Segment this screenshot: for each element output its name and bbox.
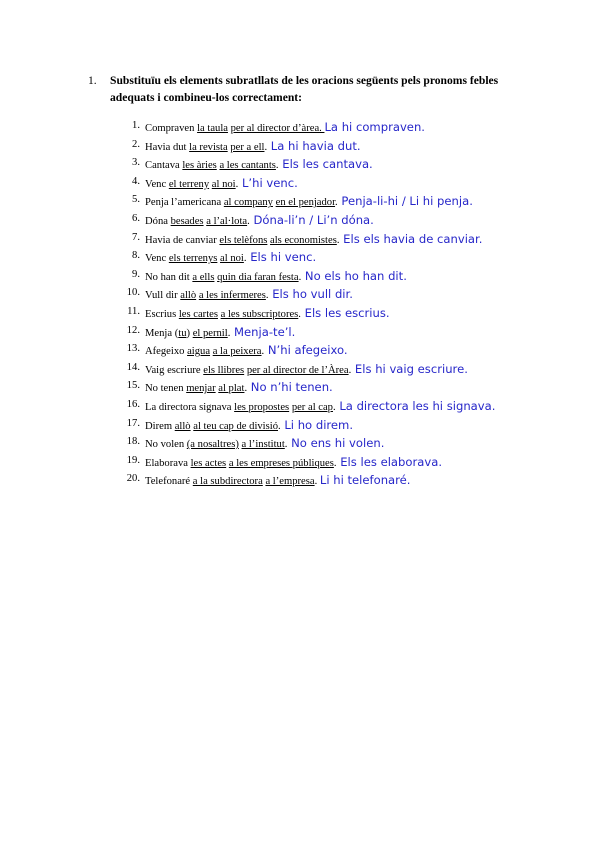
- item-number: 16.: [126, 398, 140, 410]
- underlined-element: la revista: [189, 141, 228, 153]
- underlined-element: allò: [180, 290, 197, 302]
- sentence-text: Penja l’americana: [145, 197, 224, 209]
- underlined-element: les àries: [182, 160, 217, 172]
- underlined-element: als economistes: [270, 234, 337, 246]
- sentence-body: [145, 362, 468, 376]
- item-number: 3.: [132, 157, 140, 169]
- item-number: 6.: [132, 212, 140, 224]
- sentence-item: [118, 120, 588, 139]
- sentence-text: Afegeixo: [145, 346, 188, 358]
- exercise-number: 1.: [88, 74, 97, 87]
- sentence-item: [118, 325, 588, 344]
- answer-text: Els les elaborava.: [336, 454, 443, 469]
- sentence-text: .: [243, 253, 247, 265]
- underlined-element: a ells: [192, 271, 215, 283]
- sentence-item: [118, 213, 588, 232]
- sentence-item: [118, 287, 588, 306]
- sentence-body: [145, 176, 298, 190]
- underlined-element: els llibres: [203, 364, 245, 376]
- sentence-text: .: [275, 160, 279, 172]
- answer-text: Els hi venc.: [246, 250, 317, 265]
- underlined-element: besades: [170, 215, 204, 227]
- answer-text: Els les cantava.: [278, 157, 373, 172]
- sentence-text: Venc: [145, 178, 169, 190]
- sentence-item: [118, 380, 588, 399]
- underlined-element: per al director d’àrea.: [230, 123, 325, 134]
- answer-text: Els ho vull dir.: [268, 287, 353, 302]
- sentence-body: [145, 380, 333, 394]
- sentence-text: Vull dir: [145, 290, 181, 302]
- sentence-text: .: [333, 457, 337, 469]
- sentence-text: Compraven: [145, 123, 198, 134]
- sentence-item: [118, 306, 588, 325]
- sentence-item: [118, 176, 588, 195]
- sentence-body: [145, 436, 384, 450]
- underlined-element: al teu cap de divisió: [193, 420, 278, 432]
- sentence-item: [118, 418, 588, 437]
- item-number: 5.: [132, 194, 140, 206]
- sentence-text: No volen: [145, 439, 187, 451]
- sentence-body: [145, 139, 361, 153]
- sentence-text: .: [244, 383, 248, 395]
- sentence-text: .: [348, 364, 352, 376]
- underlined-element: les propostes: [234, 401, 290, 413]
- item-number: 14.: [126, 361, 140, 373]
- item-number: 9.: [132, 268, 140, 280]
- sentence-item: [118, 139, 588, 158]
- sentence-text: .: [261, 346, 265, 358]
- answer-text: No ens hi volen.: [287, 436, 385, 451]
- sentence-text: .: [247, 215, 250, 227]
- answer-text: Dóna-li’n / Li’n dóna.: [249, 212, 374, 227]
- sentence-text: Direm: [145, 420, 175, 432]
- sentence-text: .: [265, 290, 269, 302]
- answer-text: La hi havia dut.: [267, 138, 361, 153]
- item-number: 13.: [126, 343, 140, 355]
- sentence-text: .: [298, 308, 301, 320]
- sentence-item: [118, 455, 588, 474]
- sentence-item: [118, 436, 588, 455]
- sentence-item: [118, 232, 588, 251]
- sentence-item: [118, 473, 588, 492]
- underlined-element: a les infermeres: [198, 290, 266, 302]
- sentence-text: .: [278, 420, 281, 432]
- sentence-text: Havia de canviar: [145, 234, 220, 246]
- sentence-text: .: [227, 327, 231, 339]
- sentence-list: [118, 120, 588, 492]
- sentence-body: [145, 325, 295, 339]
- underlined-element: al noi: [220, 253, 244, 265]
- answer-text: No n’hi tenen.: [247, 380, 333, 395]
- sentence-body: [145, 418, 353, 432]
- underlined-element: a les empreses públiques: [228, 457, 334, 469]
- sentence-text: Venc: [145, 253, 169, 265]
- sentence-text: ): [186, 327, 193, 339]
- answer-text: Penja-li-hi / Li hi penja.: [337, 194, 473, 209]
- underlined-element: el pernil: [192, 327, 228, 339]
- underlined-element: els telèfons: [219, 234, 268, 246]
- item-number: 11.: [127, 305, 140, 317]
- sentence-text: No tenen: [145, 383, 187, 395]
- sentence-body: [145, 343, 348, 357]
- sentence-item: [118, 194, 588, 213]
- answer-text: La hi compraven.: [324, 120, 425, 134]
- item-number: 10.: [126, 287, 140, 299]
- answer-text: Li ho direm.: [280, 417, 354, 432]
- sentence-text: Menja (: [145, 327, 179, 339]
- answer-text: La directora les hi signava.: [335, 398, 496, 413]
- sentence-body: [145, 399, 495, 413]
- underlined-element: al noi: [211, 178, 236, 190]
- sentence-text: Cantava: [145, 160, 183, 172]
- sentence-text: Telefonaré: [145, 476, 193, 488]
- sentence-text: Escrius: [145, 308, 179, 320]
- underlined-element: a les cantants: [219, 160, 276, 172]
- sentence-item: [118, 157, 588, 176]
- underlined-element: menjar: [186, 383, 216, 395]
- sentence-text: .: [298, 271, 302, 283]
- sentence-body: [145, 213, 374, 227]
- item-number: 7.: [132, 231, 140, 243]
- item-number: 12.: [126, 324, 140, 336]
- underlined-element: el terreny: [168, 178, 210, 190]
- exercise-header: [88, 72, 528, 106]
- underlined-element: al company: [223, 197, 273, 209]
- sentence-item: [118, 343, 588, 362]
- item-number: 4.: [132, 175, 140, 187]
- sentence-body: [145, 287, 353, 301]
- underlined-element: a la peixera: [212, 346, 262, 358]
- answer-text: Els els havia de canviar.: [339, 231, 483, 246]
- sentence-text: Havia dut: [145, 141, 190, 153]
- sentence-body: [145, 306, 390, 320]
- sentence-body: [145, 157, 373, 171]
- underlined-element: en el penjador: [275, 197, 336, 209]
- underlined-element: a l’empresa: [265, 476, 315, 488]
- underlined-element: tu: [178, 327, 187, 339]
- sentence-item: [118, 362, 588, 381]
- item-number: 17.: [126, 417, 140, 429]
- underlined-element: per al cap: [291, 401, 333, 413]
- sentence-body: [145, 194, 473, 208]
- answer-text: N’hi afegeixo.: [264, 343, 348, 358]
- underlined-element: a les subscriptores: [220, 308, 299, 320]
- sentence-text: .: [332, 401, 336, 413]
- sentence-body: [145, 269, 407, 283]
- underlined-element: per al director de l’Àrea: [246, 364, 349, 376]
- item-number: 1.: [132, 120, 140, 131]
- underlined-element: la taula: [197, 123, 228, 134]
- sentence-text: .: [314, 476, 320, 488]
- item-number: 15.: [126, 380, 140, 392]
- item-number: 2.: [132, 138, 140, 150]
- sentence-body: [145, 473, 411, 487]
- sentence-text: .: [284, 439, 288, 451]
- underlined-element: a l’al·lota: [206, 215, 248, 227]
- sentence-text: La directora signava: [145, 401, 235, 413]
- underlined-element: a la subdirectora: [192, 476, 263, 488]
- sentence-body: [145, 455, 442, 469]
- sentence-body: [145, 232, 482, 246]
- sentence-text: .: [335, 197, 338, 209]
- underlined-element: quin dia faran festa: [217, 271, 299, 283]
- item-number: 18.: [126, 436, 140, 448]
- underlined-element: les cartes: [178, 308, 218, 320]
- sentence-body: [145, 120, 425, 134]
- item-number: 8.: [132, 250, 140, 262]
- sentence-text: Dóna: [145, 215, 171, 227]
- sentence-item: [118, 269, 588, 288]
- answer-text: No els ho han dit.: [301, 268, 407, 283]
- underlined-element: les actes: [190, 457, 227, 469]
- underlined-element: al plat: [218, 383, 245, 395]
- sentence-text: .: [264, 141, 268, 153]
- exercise-instruction: Substituïu els elements subratllats de les oracions següents pels pronoms febles adequats i combineu-los correctament:: [110, 74, 499, 104]
- underlined-element: aigua: [187, 346, 211, 358]
- item-number: 20.: [126, 473, 140, 485]
- underlined-element: (a nosaltres): [186, 439, 239, 451]
- answer-text: Els les escrius.: [300, 305, 390, 320]
- underlined-element: allò: [174, 420, 191, 432]
- underlined-element: els terrenys: [168, 253, 218, 265]
- sentence-text: .: [336, 234, 340, 246]
- sentence-item: [118, 399, 588, 418]
- answer-text: Els hi vaig escriure.: [351, 361, 468, 376]
- sentence-item: [118, 250, 588, 269]
- answer-text: Li hi telefonaré.: [319, 473, 411, 488]
- underlined-element: per a ell: [230, 141, 265, 153]
- sentence-text: No han dit: [145, 271, 193, 283]
- sentence-body: [145, 250, 316, 264]
- sentence-text: Elaborava: [145, 457, 191, 469]
- underlined-element: a l’institut: [241, 439, 285, 451]
- answer-text: L’hi venc.: [238, 175, 298, 190]
- item-number: 19.: [126, 454, 140, 466]
- sentence-text: .: [235, 178, 239, 190]
- sentence-text: Vaig escriure: [145, 364, 204, 376]
- answer-text: Menja-te’l.: [230, 324, 296, 339]
